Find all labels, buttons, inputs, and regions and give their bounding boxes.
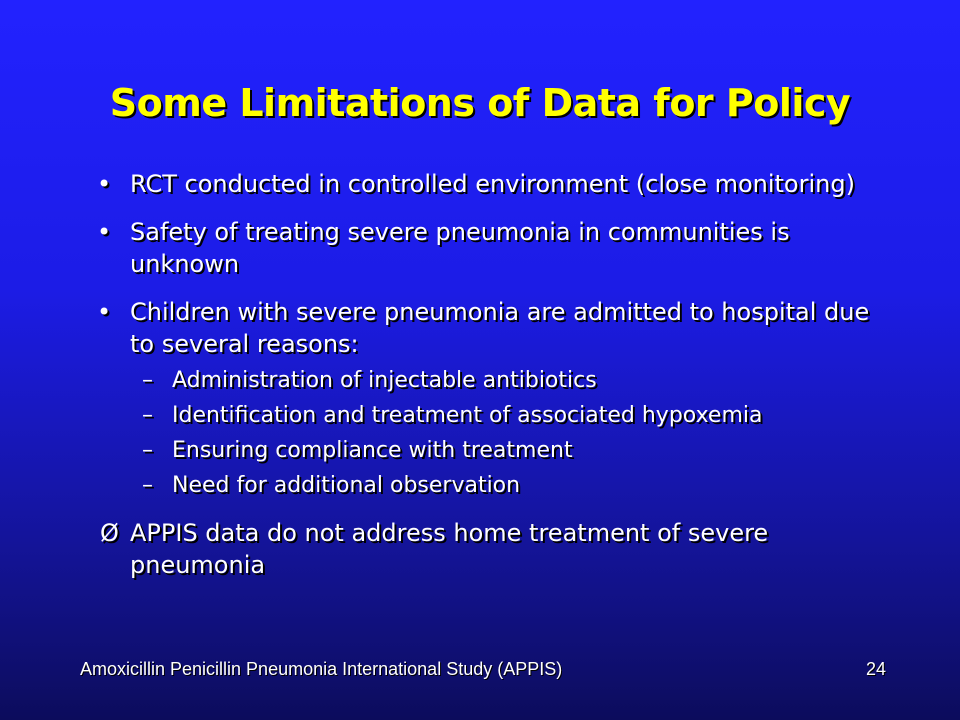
slide-title: Some Limitations of Data for Policy [109, 81, 851, 125]
bullet-marker: • [97, 170, 112, 198]
bullet-marker: • [97, 218, 112, 246]
subbullet-item [142, 366, 877, 396]
subbullet-text: Need for additional observation [172, 473, 521, 498]
conclusion-item [97, 517, 877, 581]
subbullet-item [142, 471, 877, 501]
subbullet-item [142, 436, 877, 466]
subbullet-dash: – [142, 403, 153, 428]
slide-footer: Amoxicillin Penicillin Pneumonia International Study (APPIS) [80, 659, 563, 679]
bullet-text: Safety of treating severe pneumonia in communities is unknown [130, 218, 790, 278]
conclusion-text: APPIS data do not address home treatment of severe pneumonia [130, 519, 769, 579]
bullet-item [97, 296, 877, 360]
page-number: 24 [865, 659, 886, 679]
bullet-list [97, 168, 877, 581]
subbullet-text: Identification and treatment of associated hypoxemia [172, 403, 763, 428]
bullet-item [97, 168, 877, 200]
arrow-bullet-icon: Ø [100, 519, 119, 547]
bullet-marker: • [97, 298, 112, 326]
bullet-item [97, 216, 877, 280]
bullet-text: RCT conducted in controlled environment (close monitoring) [130, 170, 855, 198]
subbullet-text: Administration of injectable antibiotics [172, 368, 597, 393]
subbullet-dash: – [142, 368, 153, 393]
bullet-text: Children with severe pneumonia are admitted to hospital due to several reasons: [130, 298, 870, 358]
subbullet-item [142, 401, 877, 431]
subbullet-text: Ensuring compliance with treatment [172, 438, 573, 463]
subbullet-dash: – [142, 473, 153, 498]
subbullet-dash: – [142, 438, 153, 463]
